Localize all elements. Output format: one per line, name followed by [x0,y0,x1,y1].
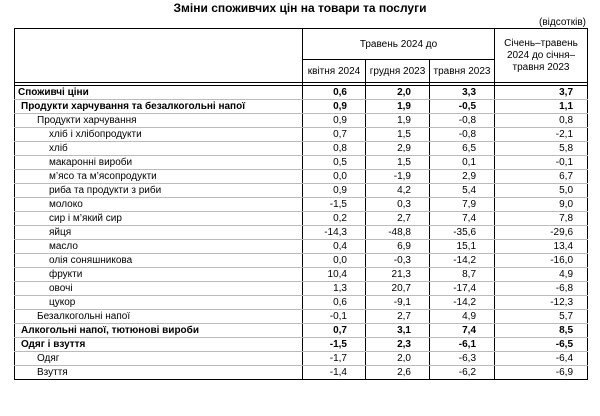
cell-dec: 2,7 [366,310,430,324]
row-label: овочі [15,282,303,296]
cell-cumulative: -6,4 [495,352,588,366]
cell-may: 4,9 [430,310,495,324]
table-row [15,254,588,268]
row-label: Одяг і взуття [15,338,303,352]
cell-apr: 1,3 [303,282,366,296]
cell-cumulative: -2,1 [495,128,588,142]
cell-apr: 0,6 [303,86,366,100]
cell-may: -0,8 [430,128,495,142]
row-label: фрукти [15,268,303,282]
table-row [15,324,588,338]
cell-dec: 1,5 [366,128,430,142]
cell-may: -17,4 [430,282,495,296]
cell-may: 6,5 [430,142,495,156]
cell-may: -0,8 [430,114,495,128]
cell-cumulative: 6,7 [495,170,588,184]
cell-cumulative: 3,7 [495,86,588,100]
cell-cumulative: 1,1 [495,100,588,114]
cell-dec: 2,7 [366,212,430,226]
cell-dec: -0,3 [366,254,430,268]
cell-dec: 21,3 [366,268,430,282]
row-label: сир і м’який сир [15,212,303,226]
period-group-header: Травень 2024 до [303,29,495,60]
cell-may: 0,1 [430,156,495,170]
cell-apr: -1,5 [303,198,366,212]
table-row [15,184,588,198]
cell-cumulative: 4,9 [495,268,588,282]
cell-cumulative: 5,7 [495,310,588,324]
table-row [15,128,588,142]
row-label: молоко [15,198,303,212]
table-row [15,198,588,212]
cell-cumulative: -12,3 [495,296,588,310]
row-label: яйця [15,226,303,240]
cell-dec: -48,8 [366,226,430,240]
cell-dec: 4,2 [366,184,430,198]
row-label: хліб і хлібопродукти [15,128,303,142]
table-row [15,100,588,114]
cell-may: -35,6 [430,226,495,240]
row-label: олія соняшникова [15,254,303,268]
cell-may: -14,2 [430,254,495,268]
cell-cumulative: 9,0 [495,198,588,212]
row-label: макаронні вироби [15,156,303,170]
table-row [15,310,588,324]
table-row [15,352,588,366]
cell-apr: 10,4 [303,268,366,282]
cell-apr: 0,5 [303,156,366,170]
units-note: (відсотків) [539,17,586,28]
cell-cumulative: 5,0 [495,184,588,198]
cell-may: 3,3 [430,86,495,100]
cell-cumulative: -6,8 [495,282,588,296]
cell-dec: 1,9 [366,100,430,114]
cell-dec: 1,5 [366,156,430,170]
cell-apr: -0,1 [303,310,366,324]
cell-may: 7,4 [430,324,495,338]
table-row [15,142,588,156]
table-row [15,156,588,170]
table-row [15,296,588,310]
cell-dec: -9,1 [366,296,430,310]
cell-cumulative: -6,9 [495,366,588,380]
cell-may: 7,9 [430,198,495,212]
table-row [15,114,588,128]
col-may-header: травня 2023 [430,60,495,83]
row-label: Споживчі ціни [15,86,303,100]
cell-cumulative: -29,6 [495,226,588,240]
cell-cumulative: 7,8 [495,212,588,226]
cell-dec: 2,0 [366,352,430,366]
row-label: масло [15,240,303,254]
cell-dec: 6,9 [366,240,430,254]
cell-apr: -1,5 [303,338,366,352]
cell-cumulative: 13,4 [495,240,588,254]
cell-apr: 0,2 [303,212,366,226]
cell-cumulative: -6,5 [495,338,588,352]
cell-apr: 0,6 [303,296,366,310]
col-apr-header: квітня 2024 [303,60,366,83]
cell-dec: 2,9 [366,142,430,156]
row-label: Алкогольні напої, тютюнові вироби [15,324,303,338]
cell-apr: -1,4 [303,366,366,380]
cell-dec: 20,7 [366,282,430,296]
cell-may: -6,3 [430,352,495,366]
table-row [15,226,588,240]
cell-may: 8,7 [430,268,495,282]
table-title: Зміни споживчих цін на товари та послуги [173,1,427,15]
row-label: Взуття [15,366,303,380]
cell-dec: 2,0 [366,86,430,100]
cell-apr: 0,9 [303,184,366,198]
cell-dec: 2,3 [366,338,430,352]
table-row [15,268,588,282]
cell-cumulative: 8,5 [495,324,588,338]
cell-dec: 0,3 [366,198,430,212]
cell-apr: 0,7 [303,128,366,142]
cell-apr: -1,7 [303,352,366,366]
row-label: цукор [15,296,303,310]
cell-apr: 0,8 [303,142,366,156]
cell-may: -6,1 [430,338,495,352]
cell-may: -14,2 [430,296,495,310]
cell-cumulative: 5,8 [495,142,588,156]
row-label: риба та продукти з риби [15,184,303,198]
cell-dec: -1,9 [366,170,430,184]
cell-may: 7,4 [430,212,495,226]
row-label: м’ясо та м’ясопродукти [15,170,303,184]
table-row [15,240,588,254]
row-label: Продукти харчування та безалкогольні напої [15,100,303,114]
cell-apr: 0,7 [303,324,366,338]
cumulative-header: Січень–травень 2024 до січня–травня 2023 [495,29,588,83]
cell-dec: 1,9 [366,114,430,128]
table-row [15,212,588,226]
table-row [15,86,588,100]
table-row [15,338,588,352]
cell-apr: 0,9 [303,100,366,114]
cell-cumulative: -0,1 [495,156,588,170]
cell-apr: -14,3 [303,226,366,240]
category-header [15,29,303,83]
cell-cumulative: 0,8 [495,114,588,128]
table-row [15,282,588,296]
table-row [15,170,588,184]
row-label: хліб [15,142,303,156]
cell-may: -0,5 [430,100,495,114]
cell-dec: 3,1 [366,324,430,338]
row-label: Продукти харчування [15,114,303,128]
row-label: Одяг [15,352,303,366]
cell-apr: 0,0 [303,170,366,184]
cell-apr: 0,0 [303,254,366,268]
cell-apr: 0,9 [303,114,366,128]
col-dec-header: грудня 2023 [366,60,430,83]
cell-may: 15,1 [430,240,495,254]
cell-dec: 2,6 [366,366,430,380]
cell-may: 2,9 [430,170,495,184]
cell-cumulative: -16,0 [495,254,588,268]
row-label: Безалкогольні напої [15,310,303,324]
cell-may: -6,2 [430,366,495,380]
price-changes-table [14,28,588,380]
cell-apr: 0,4 [303,240,366,254]
table-row [15,366,588,380]
cell-may: 5,4 [430,184,495,198]
